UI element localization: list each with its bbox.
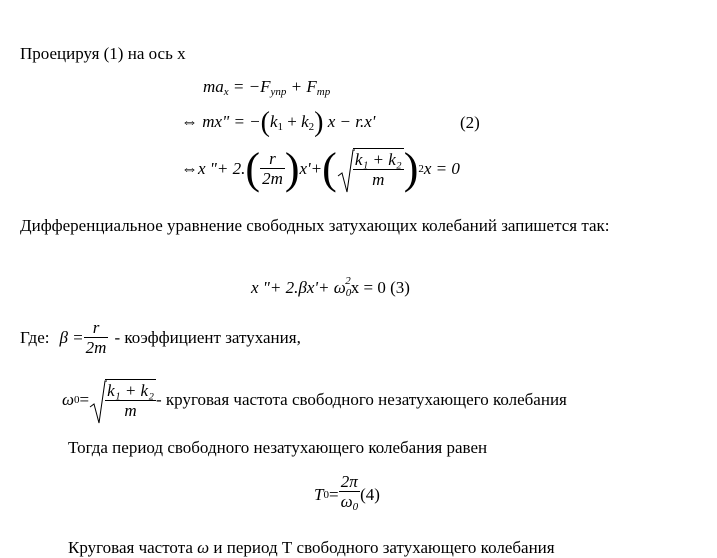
eq3-mid: x'+ bbox=[299, 159, 323, 178]
left-paren: ( bbox=[322, 144, 337, 193]
where-label: Где: bbox=[20, 328, 50, 347]
eq2-lhs: mx" = − bbox=[198, 111, 261, 131]
fraction-numerator: k₁ + k₂ bbox=[354, 150, 402, 169]
equation-damped-3 bbox=[251, 275, 410, 299]
fraction-numerator: r bbox=[260, 150, 285, 169]
intro-text: Проецируя (1) на ось х bbox=[20, 44, 186, 63]
eq2-k1-sub: 1 bbox=[277, 120, 284, 133]
eq-damped-tail: x = 0 (3) bbox=[350, 278, 410, 297]
omega-sup: 2 bbox=[345, 275, 351, 287]
eq1-rhs-b-sub: тр bbox=[316, 86, 331, 98]
power-exponent: 2 bbox=[418, 163, 424, 175]
fraction-denominator: m bbox=[372, 170, 385, 189]
fraction-denominator: m bbox=[124, 401, 137, 420]
left-paren: ( bbox=[245, 144, 261, 193]
fraction-r-2m bbox=[260, 150, 285, 189]
period-symbol: T bbox=[314, 485, 324, 504]
equivalence-arrow-icon: ⇔ bbox=[181, 159, 198, 178]
period-sub: 0 bbox=[323, 489, 329, 501]
fraction-denominator bbox=[339, 492, 361, 517]
eq2-tail: x − r.x' bbox=[323, 111, 376, 131]
last-line-text bbox=[68, 538, 555, 558]
last-line-rest: и период Т свободного затухающего колебания bbox=[209, 538, 555, 557]
period-eq: = bbox=[328, 485, 339, 504]
omega-symbol: ω bbox=[197, 538, 210, 557]
fraction-denominator: 2m bbox=[262, 168, 283, 188]
omega-symbol: ω bbox=[62, 390, 75, 409]
last-line-start: Круговая частота bbox=[68, 538, 198, 557]
equation-number-2: (2) bbox=[460, 113, 480, 132]
equation-period-4 bbox=[314, 470, 380, 520]
omega-sub: 0 bbox=[352, 501, 359, 513]
right-paren: ) bbox=[403, 144, 419, 193]
sqrt-fraction bbox=[353, 148, 404, 190]
eq1-lhs-sub: x bbox=[223, 86, 229, 98]
eq2-plus: + bbox=[283, 111, 302, 131]
fraction-numerator: r bbox=[84, 319, 109, 338]
eq2-k2: k bbox=[301, 111, 309, 131]
right-paren: ) bbox=[284, 144, 300, 193]
fraction-r-2m bbox=[84, 319, 109, 358]
equation-3 bbox=[181, 140, 460, 198]
paragraph-damped-oscillations: Дифференциальное уравнение свободных затухающих колебаний запишется так: bbox=[20, 216, 610, 235]
eq3-end: x = 0 bbox=[423, 159, 460, 178]
eq1-rhs-a: = −F bbox=[228, 77, 271, 96]
eq2-k1: k bbox=[269, 111, 278, 131]
radical-sign-icon bbox=[337, 148, 355, 194]
equation-2 bbox=[181, 107, 375, 139]
square-root bbox=[337, 148, 404, 190]
omega-symbol: ω bbox=[340, 492, 353, 511]
definition-beta bbox=[20, 318, 301, 358]
equivalence-arrow-icon: ⇔ bbox=[181, 111, 198, 131]
fraction-2pi-omega bbox=[339, 473, 361, 517]
beta-symbol: β = bbox=[59, 328, 84, 347]
radical-sign-icon bbox=[89, 379, 107, 425]
right-paren: ) bbox=[314, 107, 324, 138]
omega-sub: 0 bbox=[345, 287, 352, 299]
square-root bbox=[89, 379, 156, 421]
eq-damped-text: x "+ 2.βx'+ ω bbox=[251, 278, 346, 297]
fraction-numerator: k₁ + k₂ bbox=[107, 381, 154, 400]
fraction-numerator: 2π bbox=[339, 473, 361, 492]
omega-sub: 0 bbox=[74, 394, 80, 406]
definition-omega bbox=[62, 376, 567, 424]
eq1-rhs-a-sub: упр bbox=[270, 86, 287, 98]
equation-newton bbox=[203, 77, 330, 98]
eq3-start: x "+ 2. bbox=[198, 159, 246, 178]
omega-description: - круговая частота свободного незатухающего колебания bbox=[156, 390, 567, 409]
sqrt-fraction bbox=[105, 379, 156, 421]
period-intro-text: Тогда период свободного незатухающего колебания равен bbox=[68, 438, 488, 457]
eq2-k2-sub: 2 bbox=[308, 120, 315, 133]
eq1-lhs: ma bbox=[203, 77, 224, 96]
eq1-rhs-b: + F bbox=[286, 77, 317, 96]
fraction-denominator: 2m bbox=[85, 337, 107, 357]
omega-eq: = bbox=[79, 390, 90, 409]
left-paren: ( bbox=[260, 107, 270, 138]
equation-number-4: (4) bbox=[360, 485, 380, 504]
beta-description: - коэффициент затухания, bbox=[114, 328, 301, 347]
